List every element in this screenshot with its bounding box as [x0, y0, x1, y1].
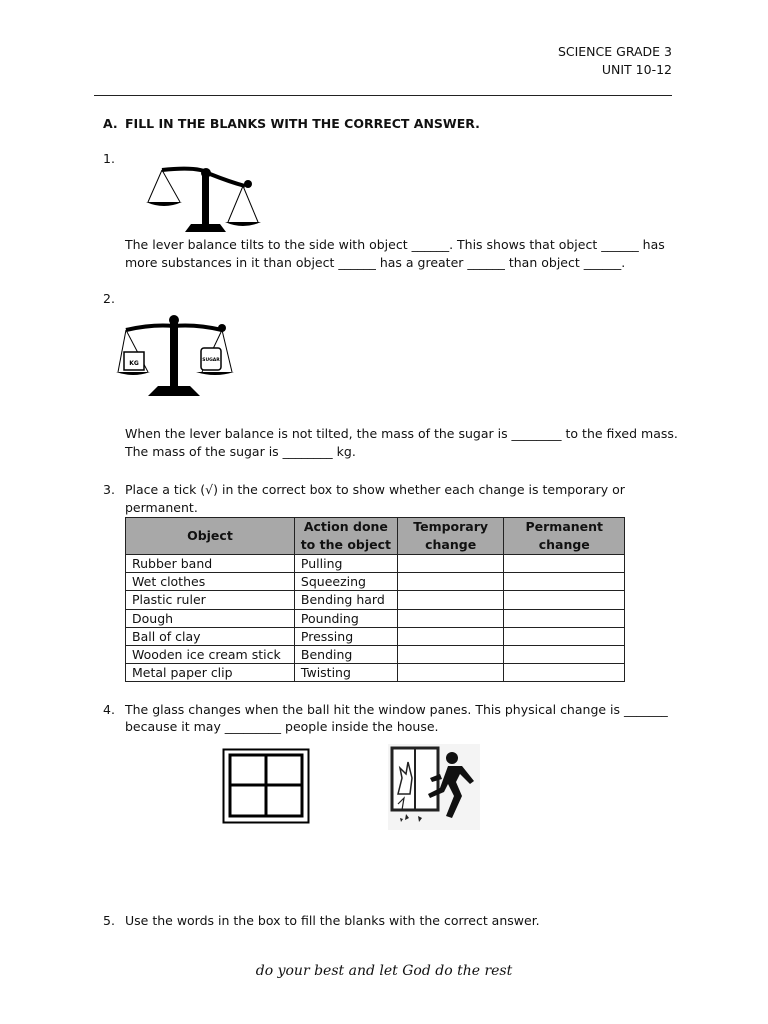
action-cell: Twisting	[294, 664, 397, 682]
temporary-tick-box[interactable]	[397, 627, 504, 645]
object-cell: Wooden ice cream stick	[126, 646, 295, 664]
header-object: Object	[126, 518, 295, 555]
table-row	[126, 573, 625, 591]
question-4-line1: The glass changes when the ball hit the window panes. This physical change is _______	[125, 702, 668, 717]
window-icon	[222, 748, 310, 824]
temporary-tick-box[interactable]	[397, 573, 504, 591]
permanent-tick-box[interactable]	[504, 646, 625, 664]
header-subject: SCIENCE GRADE 3	[557, 44, 672, 59]
question-3-number: 3.	[103, 482, 115, 497]
permanent-tick-box[interactable]	[504, 555, 625, 573]
temporary-tick-box[interactable]	[397, 591, 504, 609]
question-4-number: 4.	[103, 702, 115, 717]
question-5-line1: Use the words in the box to fill the blanks with the correct answer.	[125, 913, 540, 928]
kg-weight-label: KG	[129, 360, 139, 367]
action-cell: Squeezing	[294, 573, 397, 591]
question-1-number: 1.	[103, 151, 115, 166]
sugar-bag-label: SUGAR	[202, 358, 220, 363]
action-cell: Pulling	[294, 555, 397, 573]
section-title: FILL IN THE BLANKS WITH THE CORRECT ANSWER.	[125, 116, 480, 131]
temporary-tick-box[interactable]	[397, 555, 504, 573]
tilted-balance-icon	[140, 160, 265, 238]
question-5-number: 5.	[103, 913, 115, 928]
question-2-line1: When the lever balance is not tilted, the mass of the sugar is ________ to the fixed mass.	[125, 426, 678, 441]
temporary-tick-box[interactable]	[397, 664, 504, 682]
table-row	[126, 664, 625, 682]
action-cell: Bending	[294, 646, 397, 664]
change-table	[125, 517, 625, 682]
permanent-tick-box[interactable]	[504, 609, 625, 627]
table-row	[126, 609, 625, 627]
temporary-tick-box[interactable]	[397, 646, 504, 664]
table-row	[126, 627, 625, 645]
question-3-line2: permanent.	[125, 500, 198, 515]
table-row	[126, 555, 625, 573]
action-cell: Pounding	[294, 609, 397, 627]
question-2-line2: The mass of the sugar is ________ kg.	[125, 444, 356, 459]
question-4-line2: because it may _________ people inside the house.	[125, 719, 439, 734]
question-1-line1: The lever balance tilts to the side with object ______. This shows that object ______ has	[125, 237, 665, 252]
temporary-tick-box[interactable]	[397, 609, 504, 627]
table-header-row	[126, 518, 625, 555]
header-action: Action done to the object	[294, 518, 397, 555]
permanent-tick-box[interactable]	[504, 664, 625, 682]
header-unit: UNIT 10-12	[601, 62, 672, 77]
permanent-tick-box[interactable]	[504, 591, 625, 609]
header-permanent: Permanent change	[504, 518, 625, 555]
footer-motto: do your best and let God do the rest	[255, 963, 513, 979]
object-cell: Dough	[126, 609, 295, 627]
object-cell: Rubber band	[126, 555, 295, 573]
table-row	[126, 591, 625, 609]
permanent-tick-box[interactable]	[504, 573, 625, 591]
object-cell: Wet clothes	[126, 573, 295, 591]
broken-window-running-person-icon	[388, 744, 480, 830]
level-balance-icon	[112, 312, 236, 398]
permanent-tick-box[interactable]	[504, 627, 625, 645]
object-cell: Ball of clay	[126, 627, 295, 645]
question-3-line1: Place a tick (√) in the correct box to show whether each change is temporary or	[125, 482, 625, 497]
question-1-line2: more substances in it than object ______ has a greater ______ than object ______.	[125, 255, 626, 270]
action-cell: Pressing	[294, 627, 397, 645]
object-cell: Plastic ruler	[126, 591, 295, 609]
question-2-number: 2.	[103, 291, 115, 306]
section-marker: A.	[103, 116, 118, 131]
header-temporary: Temporary change	[397, 518, 504, 555]
header-divider	[94, 95, 672, 96]
action-cell: Bending hard	[294, 591, 397, 609]
object-cell: Metal paper clip	[126, 664, 295, 682]
table-row	[126, 646, 625, 664]
